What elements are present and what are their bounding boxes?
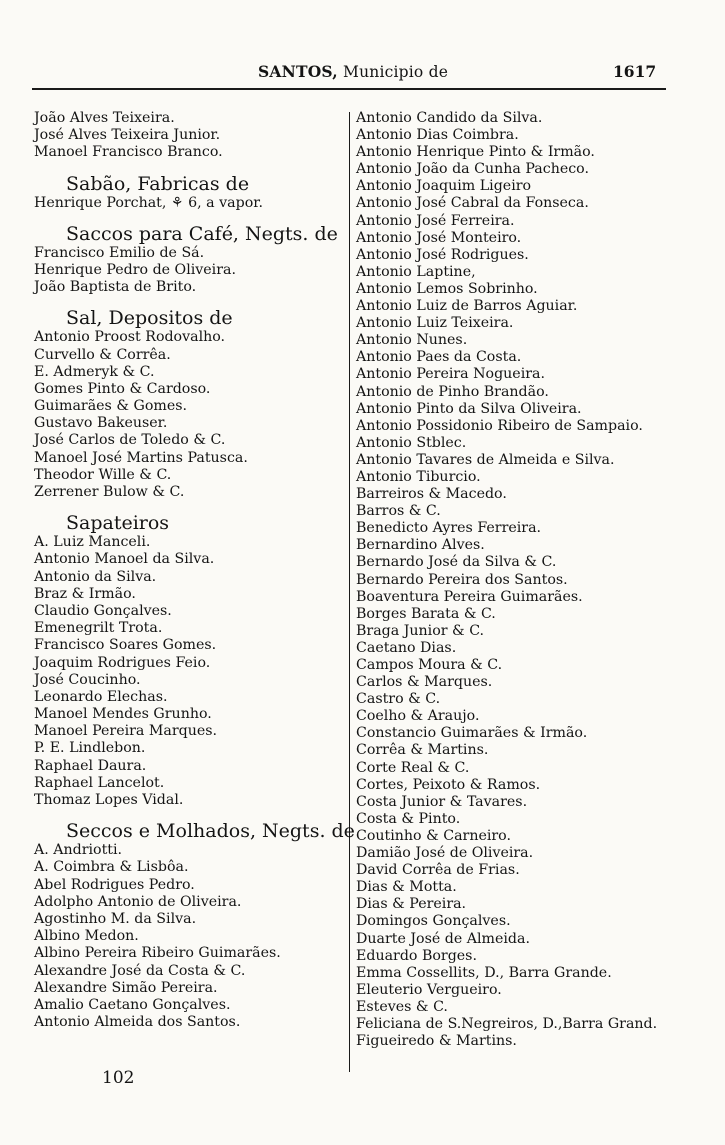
list-item: Manoel Francisco Branco. bbox=[34, 144, 223, 161]
list-item: Antonio José Ferreira. bbox=[356, 212, 515, 229]
list-item: Francisco Emilio de Sá. bbox=[34, 244, 205, 261]
list-item: Antonio Almeida dos Santos. bbox=[34, 1014, 241, 1031]
list-item: Antonio Dias Coimbra. bbox=[356, 127, 519, 144]
list-item: José Carlos de Toledo & C. bbox=[34, 432, 226, 449]
list-item: Zerrener Bulow & C. bbox=[34, 484, 185, 500]
list-item: Bernardo Pereira dos Santos. bbox=[356, 571, 568, 588]
list-item: Amalio Caetano Gonçalves. bbox=[34, 996, 231, 1013]
list-item: Gustavo Bakeuser. bbox=[34, 415, 168, 432]
list-item: Antonio de Pinho Brandão. bbox=[356, 383, 549, 400]
section-gap bbox=[34, 212, 346, 223]
list-item: Agostinho M. da Silva. bbox=[34, 910, 197, 927]
list-item: Alexandre Simão Pereira. bbox=[34, 979, 218, 996]
list-item: Antonio Candido da Silva. bbox=[356, 110, 543, 126]
list-item: Boaventura Pereira Guimarães. bbox=[356, 588, 583, 605]
list-item: Henrique Porchat, ⚘ 6, a vapor. bbox=[34, 194, 263, 211]
list-item: Albino Pereira Ribeiro Guimarães. bbox=[34, 945, 281, 962]
list-item: Damião José de Oliveira. bbox=[356, 845, 534, 862]
header-rule bbox=[32, 88, 666, 90]
list-item: Manoel Pereira Marques. bbox=[34, 723, 218, 740]
list-item: Antonio Tavares de Almeida e Silva. bbox=[356, 451, 615, 468]
list-item: Antonio Stblec. bbox=[356, 434, 467, 451]
header-title bbox=[258, 62, 448, 81]
section-heading: Sal, Depositos de bbox=[66, 307, 233, 330]
list-item: E. Admeryk & C. bbox=[34, 363, 155, 380]
list-item: Braz & Irmão. bbox=[34, 585, 136, 602]
list-item: Emenegrilt Trota. bbox=[34, 620, 163, 637]
list-item: José Alves Teixeira Junior. bbox=[34, 127, 221, 144]
list-item: Antonio João da Cunha Pacheco. bbox=[356, 161, 589, 178]
list-item: Corrêa & Martins. bbox=[356, 742, 489, 759]
list-item: Benedicto Ayres Ferreira. bbox=[356, 520, 542, 537]
list-item: Theodor Wille & C. bbox=[34, 466, 172, 483]
list-item: Braga Junior & C. bbox=[356, 622, 485, 639]
column-divider bbox=[349, 112, 350, 1072]
list-item: Antonio Proost Rodovalho. bbox=[34, 329, 226, 346]
list-item: Antonio Lemos Sobrinho. bbox=[356, 280, 538, 297]
list-item: Raphael Lancelot. bbox=[34, 774, 165, 791]
list-item: Borges Barata & C. bbox=[356, 605, 496, 622]
list-item: Campos Moura & C. bbox=[356, 657, 503, 673]
list-item: Abel Rodrigues Pedro. bbox=[34, 876, 195, 893]
list-item: Henrique Pedro de Oliveira. bbox=[34, 261, 236, 278]
list-item: P. E. Lindlebon. bbox=[34, 740, 146, 757]
header-page-number: 1617 bbox=[613, 62, 657, 81]
list-item: David Corrêa de Frias. bbox=[356, 862, 520, 879]
list-item: Eduardo Borges. bbox=[356, 947, 477, 964]
list-item: Leonardo Elechas. bbox=[34, 688, 168, 705]
list-item: Antonio Luiz Teixeira. bbox=[356, 315, 514, 332]
list-item: A. Andriotti. bbox=[34, 842, 123, 859]
list-item: Curvello & Corrêa. bbox=[34, 346, 171, 363]
list-item: Feliciana de S.Negreiros, D.,Barra Grand. bbox=[356, 1015, 658, 1032]
right-column bbox=[356, 110, 701, 1050]
section-heading: Sabão, Fabricas de bbox=[66, 172, 250, 195]
section-heading: Sapateiros bbox=[66, 512, 170, 535]
list-item: Duarte José de Almeida. bbox=[356, 930, 530, 947]
list-item: José Coucinho. bbox=[34, 671, 141, 688]
list-item: Antonio Nunes. bbox=[356, 332, 468, 349]
list-item: Antonio Laptine, bbox=[356, 263, 476, 280]
list-item: Antonio Luiz de Barros Aguiar. bbox=[356, 298, 578, 315]
list-item: Antonio José Monteiro. bbox=[356, 229, 522, 246]
list-item: Alexandre José da Costa & C. bbox=[34, 962, 246, 979]
list-item: Antonio Paes da Costa. bbox=[356, 349, 522, 366]
header-title-bold: SANTOS, bbox=[258, 62, 338, 81]
section-gap bbox=[34, 296, 346, 307]
list-item: Castro & C. bbox=[356, 691, 441, 708]
list-item: Manoel José Martins Patusca. bbox=[34, 449, 248, 466]
running-header bbox=[0, 62, 725, 88]
list-item: Antonio da Silva. bbox=[34, 568, 157, 585]
list-item: Corte Real & C. bbox=[356, 759, 470, 776]
list-item: Domingos Gonçalves. bbox=[356, 913, 511, 930]
list-item: Constancio Guimarães & Irmão. bbox=[356, 725, 588, 742]
list-item: Coelho & Araujo. bbox=[356, 708, 480, 725]
list-item: Adolpho Antonio de Oliveira. bbox=[34, 893, 242, 910]
list-item: Esteves & C. bbox=[356, 998, 448, 1015]
list-item: João Alves Teixeira. bbox=[34, 110, 175, 126]
list-item: Costa Junior & Tavares. bbox=[356, 793, 528, 810]
list-item: Bernardino Alves. bbox=[356, 537, 485, 554]
list-item: Antonio José Rodrigues. bbox=[356, 246, 529, 263]
list-item: Caetano Dias. bbox=[356, 639, 457, 656]
list-item: Antonio Henrique Pinto & Irmão. bbox=[356, 144, 595, 161]
list-item: Albino Medon. bbox=[34, 928, 139, 945]
list-item: Dias & Pereira. bbox=[356, 896, 467, 913]
list-item: A. Coimbra & Lisbôa. bbox=[34, 859, 189, 876]
list-item: Joaquim Rodrigues Feio. bbox=[34, 654, 211, 671]
list-item: Antonio Manoel da Silva. bbox=[34, 551, 215, 568]
list-item: Guimarães & Gomes. bbox=[34, 398, 188, 415]
header-title-rest: Municipio de bbox=[337, 63, 449, 81]
list-item: A. Luiz Manceli. bbox=[34, 534, 151, 551]
list-item: Manoel Mendes Grunho. bbox=[34, 706, 212, 723]
list-item: Antonio José Cabral da Fonseca. bbox=[356, 195, 589, 212]
list-item: Carlos & Marques. bbox=[356, 674, 493, 691]
list-item: Antonio Pinto da Silva Oliveira. bbox=[356, 400, 582, 417]
section-gap bbox=[34, 162, 346, 173]
list-item: Costa & Pinto. bbox=[356, 810, 461, 827]
footer-page-number: 102 bbox=[102, 1068, 135, 1088]
list-item: Antonio Tiburcio. bbox=[356, 468, 481, 485]
list-item: João Baptista de Brito. bbox=[34, 279, 197, 296]
list-item: Antonio Pereira Nogueira. bbox=[356, 366, 545, 383]
list-item: Cortes, Peixoto & Ramos. bbox=[356, 776, 541, 793]
list-item: Dias & Motta. bbox=[356, 879, 457, 896]
list-item: Francisco Soares Gomes. bbox=[34, 637, 217, 654]
section-gap bbox=[34, 501, 346, 512]
list-item: Barreiros & Macedo. bbox=[356, 486, 507, 503]
list-item: Figueiredo & Martins. bbox=[356, 1033, 517, 1050]
section-heading: Saccos para Café, Negts. de bbox=[66, 222, 338, 245]
list-item: Claudio Gonçalves. bbox=[34, 602, 172, 619]
list-item: Bernardo José da Silva & C. bbox=[356, 554, 557, 571]
list-item: Coutinho & Carneiro. bbox=[356, 827, 511, 844]
list-item: Raphael Daura. bbox=[34, 757, 147, 774]
left-column bbox=[34, 110, 355, 1031]
list-item: Thomaz Lopes Vidal. bbox=[34, 792, 184, 808]
list-item: Antonio Possidonio Ribeiro de Sampaio. bbox=[356, 417, 643, 434]
list-item: Gomes Pinto & Cardoso. bbox=[34, 380, 211, 397]
list-item: Barros & C. bbox=[356, 503, 441, 520]
list-item: Emma Cossellits, D., Barra Grande. bbox=[356, 964, 612, 981]
list-item: Eleuterio Vergueiro. bbox=[356, 981, 502, 998]
list-item: Antonio Joaquim Ligeiro bbox=[356, 178, 532, 195]
section-heading: Seccos e Molhados, Negts. de bbox=[66, 820, 355, 843]
section-gap bbox=[34, 809, 346, 820]
